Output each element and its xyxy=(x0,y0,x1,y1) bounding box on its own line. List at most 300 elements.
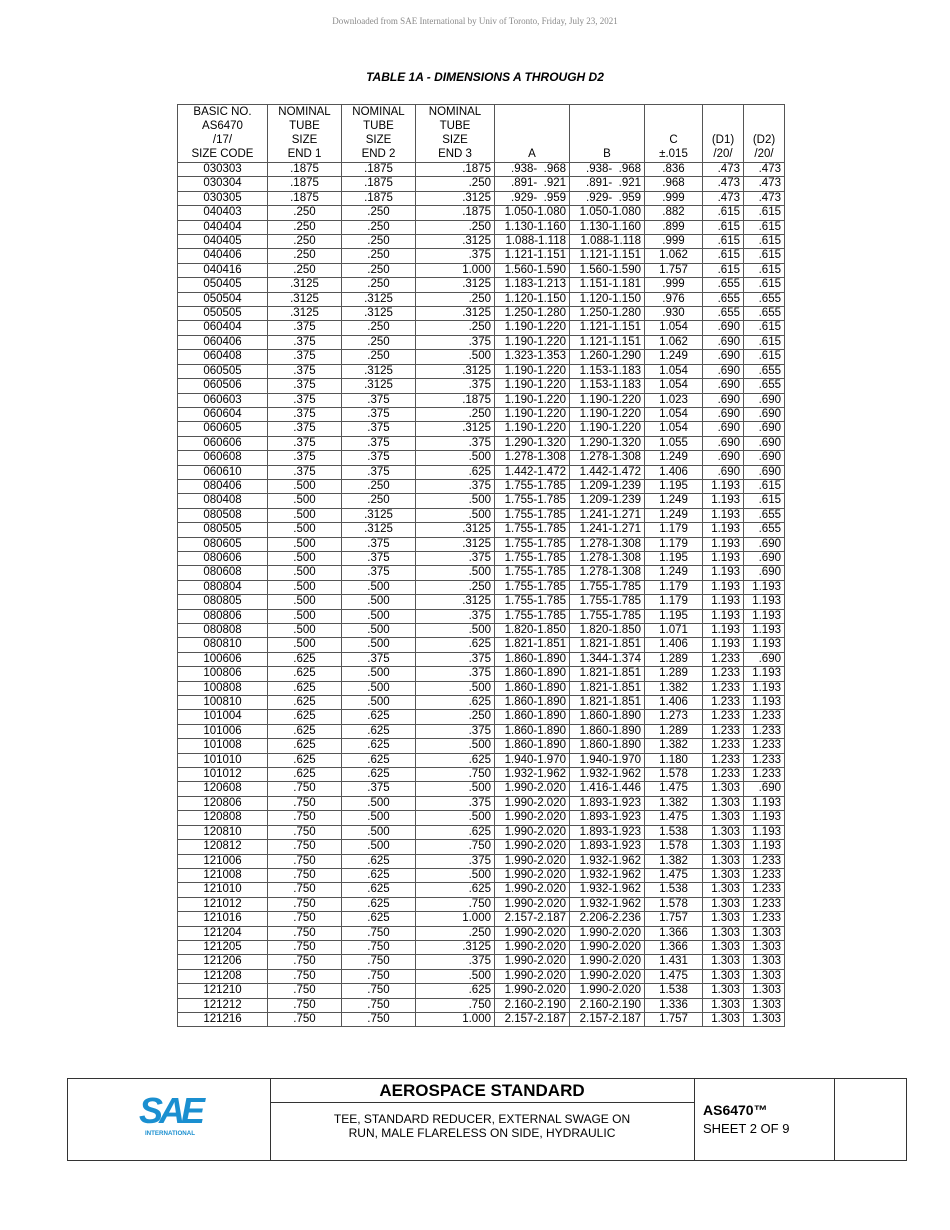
table-cell: .250 xyxy=(416,407,495,421)
table-row xyxy=(178,753,785,767)
table-cell: 1.121-1.151 xyxy=(570,335,645,349)
table-cell: 1.990-2.020 xyxy=(495,940,570,954)
table-cell: .375 xyxy=(342,465,416,479)
table-cell: 121012 xyxy=(178,897,268,911)
table-cell: 1.303 xyxy=(703,868,744,882)
table-cell: .375 xyxy=(416,854,495,868)
column-header-line: C xyxy=(669,134,678,146)
table-cell: 040404 xyxy=(178,220,268,234)
table-cell: 1.990-2.020 xyxy=(495,840,570,854)
table-cell: 1.250-1.280 xyxy=(495,307,570,321)
table-row xyxy=(178,379,785,393)
table-cell: .750 xyxy=(342,998,416,1012)
column-header-line: END 1 xyxy=(287,148,322,160)
table-cell: 100808 xyxy=(178,681,268,695)
table-cell: .500 xyxy=(342,840,416,854)
table-cell: .500 xyxy=(268,551,342,565)
table-cell: 121210 xyxy=(178,984,268,998)
table-cell: 1.233 xyxy=(744,854,785,868)
table-cell: .625 xyxy=(416,465,495,479)
table-cell: 1.303 xyxy=(744,955,785,969)
table-cell: 1.130-1.160 xyxy=(570,220,645,234)
table-cell: 1.278-1.308 xyxy=(570,551,645,565)
table-row xyxy=(178,724,785,738)
column-header xyxy=(744,105,785,163)
table-cell: 1.233 xyxy=(744,768,785,782)
table-cell: 1.050-1.080 xyxy=(495,206,570,220)
table-cell: 1.250-1.280 xyxy=(570,307,645,321)
title-block xyxy=(67,1078,907,1161)
table-cell: 1.179 xyxy=(645,595,703,609)
column-header-line: BASIC NO. xyxy=(193,106,252,118)
table-cell: .1875 xyxy=(268,163,342,177)
table-cell: 1.193 xyxy=(703,609,744,623)
table-cell: .3125 xyxy=(342,364,416,378)
table-cell: 1.193 xyxy=(703,624,744,638)
table-cell: .500 xyxy=(268,595,342,609)
table-cell: .750 xyxy=(268,897,342,911)
table-cell: 1.193 xyxy=(703,508,744,522)
table-cell: 030303 xyxy=(178,163,268,177)
table-cell: 1.755-1.785 xyxy=(495,595,570,609)
table-cell: .615 xyxy=(744,335,785,349)
table-row xyxy=(178,796,785,810)
table-cell: .968 xyxy=(645,177,703,191)
table-cell: .625 xyxy=(342,710,416,724)
table-cell: 030305 xyxy=(178,191,268,205)
table-cell: 1.932-1.962 xyxy=(570,768,645,782)
table-cell: .3125 xyxy=(268,278,342,292)
table-cell: .615 xyxy=(744,321,785,335)
table-cell: 1.303 xyxy=(744,926,785,940)
table-cell: 060506 xyxy=(178,379,268,393)
table-cell: .750 xyxy=(268,796,342,810)
table-cell: 060605 xyxy=(178,422,268,436)
table-row xyxy=(178,710,785,724)
table-cell: .690 xyxy=(703,465,744,479)
table-cell: 1.442-1.472 xyxy=(495,465,570,479)
table-row xyxy=(178,652,785,666)
table-cell: .375 xyxy=(268,321,342,335)
table-cell: 1.821-1.851 xyxy=(570,638,645,652)
table-cell: 1.578 xyxy=(645,840,703,854)
table-cell: .375 xyxy=(268,393,342,407)
table-cell: .690 xyxy=(744,422,785,436)
table-cell: .690 xyxy=(703,451,744,465)
table-cell: 1.233 xyxy=(703,753,744,767)
table-cell: 1.755-1.785 xyxy=(570,609,645,623)
table-cell: .655 xyxy=(703,278,744,292)
table-cell: .375 xyxy=(342,393,416,407)
table-cell: 1.190-1.220 xyxy=(495,393,570,407)
table-cell: 1.190-1.220 xyxy=(570,407,645,421)
table-cell: .750 xyxy=(268,883,342,897)
table-cell: 120806 xyxy=(178,796,268,810)
table-cell: 1.190-1.220 xyxy=(495,364,570,378)
table-cell: .500 xyxy=(342,696,416,710)
table-cell: .3125 xyxy=(342,307,416,321)
table-cell: 1.121-1.151 xyxy=(570,249,645,263)
table-cell: 1.990-2.020 xyxy=(570,940,645,954)
table-cell: 1.249 xyxy=(645,494,703,508)
table-cell: 1.820-1.850 xyxy=(495,624,570,638)
table-cell: 1.193 xyxy=(744,696,785,710)
table-cell: .1875 xyxy=(342,163,416,177)
table-cell: 1.179 xyxy=(645,523,703,537)
table-cell: .750 xyxy=(268,1012,342,1026)
table-row xyxy=(178,220,785,234)
table-cell: .836 xyxy=(645,163,703,177)
table-cell: 1.755-1.785 xyxy=(495,537,570,551)
table-cell: .500 xyxy=(268,508,342,522)
table-cell: .375 xyxy=(342,407,416,421)
table-cell: 1.190-1.220 xyxy=(495,321,570,335)
download-watermark: Downloaded from SAE International by Univ of Toronto, Friday, July 23, 2021 xyxy=(332,16,618,26)
table-cell: .473 xyxy=(744,163,785,177)
table-cell: .750 xyxy=(342,1012,416,1026)
column-header-line: SIZE xyxy=(291,134,318,146)
table-cell: 1.406 xyxy=(645,465,703,479)
table-cell: .375 xyxy=(416,667,495,681)
table-cell: .375 xyxy=(342,782,416,796)
table-cell: 040403 xyxy=(178,206,268,220)
column-header xyxy=(645,105,703,163)
table-cell: .500 xyxy=(268,609,342,623)
table-cell: 040405 xyxy=(178,235,268,249)
table-cell: 1.990-2.020 xyxy=(495,969,570,983)
table-cell: 1.062 xyxy=(645,249,703,263)
table-cell: 1.303 xyxy=(703,984,744,998)
table-cell: 1.209-1.239 xyxy=(570,479,645,493)
table-cell: 1.055 xyxy=(645,436,703,450)
table-cell: 060408 xyxy=(178,350,268,364)
table-cell: .625 xyxy=(416,825,495,839)
table-cell: .625 xyxy=(268,753,342,767)
table-cell: 080605 xyxy=(178,537,268,551)
table-cell: .690 xyxy=(744,652,785,666)
column-header-line: NOMINAL xyxy=(278,106,331,118)
table-cell: .500 xyxy=(268,494,342,508)
table-cell: 1.000 xyxy=(416,263,495,277)
column-header-line: AS6470 xyxy=(202,120,243,132)
table-cell: 1.195 xyxy=(645,609,703,623)
table-cell: 1.475 xyxy=(645,811,703,825)
table-cell: .375 xyxy=(268,407,342,421)
table-cell: 1.893-1.923 xyxy=(570,811,645,825)
column-header-line: TUBE xyxy=(439,120,471,132)
table-cell: 1.303 xyxy=(703,811,744,825)
table-cell: 1.303 xyxy=(703,840,744,854)
table-cell: 1.193 xyxy=(703,566,744,580)
table-cell: 1.233 xyxy=(744,724,785,738)
table-cell: 060603 xyxy=(178,393,268,407)
table-cell: .375 xyxy=(342,451,416,465)
table-cell: 1.336 xyxy=(645,998,703,1012)
table-cell: .3125 xyxy=(416,235,495,249)
table-cell: .250 xyxy=(342,350,416,364)
table-cell: 1.050-1.080 xyxy=(570,206,645,220)
table-cell: .500 xyxy=(416,624,495,638)
table-cell: 121216 xyxy=(178,1012,268,1026)
table-cell: 1.303 xyxy=(703,969,744,983)
table-cell: .615 xyxy=(744,220,785,234)
table-cell: .1875 xyxy=(342,191,416,205)
table-cell: .250 xyxy=(342,479,416,493)
table-cell: 101008 xyxy=(178,739,268,753)
table-cell: 080505 xyxy=(178,523,268,537)
table-cell: 1.990-2.020 xyxy=(495,984,570,998)
table-row xyxy=(178,868,785,882)
table-cell: 1.233 xyxy=(703,724,744,738)
table-cell: 1.932-1.962 xyxy=(570,897,645,911)
table-cell: 1.289 xyxy=(645,724,703,738)
table-cell: .250 xyxy=(416,710,495,724)
table-cell: 1.233 xyxy=(744,897,785,911)
table-cell: 1.193 xyxy=(744,811,785,825)
table-cell: 1.990-2.020 xyxy=(570,926,645,940)
table-cell: 1.290-1.320 xyxy=(570,436,645,450)
table-cell: 080808 xyxy=(178,624,268,638)
table-cell: .3125 xyxy=(268,307,342,321)
table-cell: .690 xyxy=(744,566,785,580)
table-cell: 1.183-1.213 xyxy=(495,278,570,292)
table-cell: .615 xyxy=(744,206,785,220)
title-block-description-cell xyxy=(270,1079,695,1160)
table-cell: .375 xyxy=(342,551,416,565)
table-cell: .938- .968 xyxy=(570,163,645,177)
table-cell: 1.431 xyxy=(645,955,703,969)
table-cell: 1.755-1.785 xyxy=(495,494,570,508)
table-cell: 1.475 xyxy=(645,782,703,796)
table-cell: 1.071 xyxy=(645,624,703,638)
table-cell: .750 xyxy=(342,940,416,954)
table-row xyxy=(178,307,785,321)
table-cell: .625 xyxy=(268,739,342,753)
table-cell: 1.233 xyxy=(744,868,785,882)
table-cell: .1875 xyxy=(416,206,495,220)
table-cell: 120810 xyxy=(178,825,268,839)
table-cell: .750 xyxy=(268,940,342,954)
table-cell: .375 xyxy=(268,465,342,479)
table-cell: .750 xyxy=(268,825,342,839)
standard-label: AEROSPACE STANDARD xyxy=(270,1079,694,1103)
table-cell: 1.538 xyxy=(645,984,703,998)
table-row xyxy=(178,768,785,782)
table-cell: .750 xyxy=(416,768,495,782)
table-cell: .750 xyxy=(416,840,495,854)
table-cell: .3125 xyxy=(416,422,495,436)
table-cell: 1.195 xyxy=(645,479,703,493)
table-row xyxy=(178,897,785,911)
table-cell: .750 xyxy=(268,955,342,969)
column-header xyxy=(570,105,645,163)
table-cell: 1.233 xyxy=(744,912,785,926)
table-cell: .500 xyxy=(342,825,416,839)
table-cell: 1.233 xyxy=(744,753,785,767)
table-cell: 060404 xyxy=(178,321,268,335)
table-cell: .500 xyxy=(268,580,342,594)
table-cell: .375 xyxy=(268,436,342,450)
table-cell: .500 xyxy=(416,508,495,522)
table-row xyxy=(178,969,785,983)
table-cell: 040406 xyxy=(178,249,268,263)
table-cell: .750 xyxy=(268,969,342,983)
description-line-2: RUN, MALE FLARELESS ON SIDE, HYDRAULIC xyxy=(348,1126,616,1140)
table-cell: 050405 xyxy=(178,278,268,292)
table-cell: 1.860-1.890 xyxy=(495,739,570,753)
sae-logo-subtext: INTERNATIONAL xyxy=(144,1130,196,1137)
table-cell: 1.303 xyxy=(703,796,744,810)
table-cell: .690 xyxy=(744,393,785,407)
table-cell: 1.990-2.020 xyxy=(495,854,570,868)
table-cell: .938- .968 xyxy=(495,163,570,177)
table-cell: 1.193 xyxy=(744,667,785,681)
table-cell: .655 xyxy=(744,523,785,537)
table-cell: 1.303 xyxy=(703,825,744,839)
table-cell: .250 xyxy=(268,235,342,249)
table-row xyxy=(178,364,785,378)
table-cell: 1.193 xyxy=(703,551,744,565)
table-cell: .750 xyxy=(416,998,495,1012)
table-header-row xyxy=(178,105,785,163)
table-cell: .1875 xyxy=(342,177,416,191)
table-cell: 121204 xyxy=(178,926,268,940)
table-cell: 2.206-2.236 xyxy=(570,912,645,926)
table-row xyxy=(178,940,785,954)
table-cell: .500 xyxy=(342,609,416,623)
table-row xyxy=(178,854,785,868)
table-cell: 1.260-1.290 xyxy=(570,350,645,364)
column-header-line: /20/ xyxy=(713,148,733,160)
table-cell: .375 xyxy=(268,422,342,436)
table-cell: 1.193 xyxy=(744,580,785,594)
table-cell: .3125 xyxy=(416,364,495,378)
table-cell: 120808 xyxy=(178,811,268,825)
table-cell: .250 xyxy=(342,263,416,277)
table-cell: .500 xyxy=(416,782,495,796)
table-cell: .615 xyxy=(744,479,785,493)
table-cell: 1.290-1.320 xyxy=(495,436,570,450)
table-cell: 2.157-2.187 xyxy=(570,1012,645,1026)
table-cell: 1.120-1.150 xyxy=(570,292,645,306)
table-cell: 1.180 xyxy=(645,753,703,767)
table-cell: 1.860-1.890 xyxy=(495,681,570,695)
table-cell: .3125 xyxy=(416,307,495,321)
table-cell: .375 xyxy=(416,796,495,810)
table-row xyxy=(178,508,785,522)
table-cell: 1.121-1.151 xyxy=(570,321,645,335)
table-cell: 1.193 xyxy=(703,638,744,652)
table-cell: 080406 xyxy=(178,479,268,493)
table-row xyxy=(178,739,785,753)
table-cell: .690 xyxy=(703,436,744,450)
table-cell: 1.054 xyxy=(645,364,703,378)
table-cell: .500 xyxy=(268,624,342,638)
table-row xyxy=(178,451,785,465)
table-cell: .500 xyxy=(342,580,416,594)
table-cell: 1.190-1.220 xyxy=(570,393,645,407)
table-cell: .500 xyxy=(268,638,342,652)
table-cell: 1.233 xyxy=(703,667,744,681)
table-cell: 1.755-1.785 xyxy=(495,508,570,522)
table-row xyxy=(178,926,785,940)
table-cell: .750 xyxy=(342,926,416,940)
table-cell: .899 xyxy=(645,220,703,234)
table-cell: 060406 xyxy=(178,335,268,349)
table-cell: .625 xyxy=(342,912,416,926)
table-cell: .655 xyxy=(703,307,744,321)
table-cell: 1.054 xyxy=(645,407,703,421)
table-cell: 1.560-1.590 xyxy=(570,263,645,277)
table-cell: .690 xyxy=(744,551,785,565)
table-row xyxy=(178,883,785,897)
table-cell: 050505 xyxy=(178,307,268,321)
table-cell: .615 xyxy=(744,494,785,508)
table-cell: 1.303 xyxy=(744,969,785,983)
table-cell: 1.241-1.271 xyxy=(570,523,645,537)
table-cell: 1.821-1.851 xyxy=(570,681,645,695)
table-cell: .500 xyxy=(268,566,342,580)
table-cell: 1.278-1.308 xyxy=(495,451,570,465)
table-cell: .3125 xyxy=(416,191,495,205)
table-row xyxy=(178,609,785,623)
table-cell: .375 xyxy=(416,609,495,623)
table-cell: .976 xyxy=(645,292,703,306)
table-cell: .473 xyxy=(703,163,744,177)
table-row xyxy=(178,566,785,580)
column-header-line: SIZE xyxy=(365,134,392,146)
column-header-line: ±.015 xyxy=(659,148,688,160)
table-body xyxy=(178,163,785,1027)
table-cell: .375 xyxy=(342,566,416,580)
table-cell: 2.157-2.187 xyxy=(495,912,570,926)
table-cell: 121010 xyxy=(178,883,268,897)
table-cell: .750 xyxy=(268,926,342,940)
table-cell: 1.860-1.890 xyxy=(570,710,645,724)
table-cell: .500 xyxy=(416,868,495,882)
table-cell: 1.130-1.160 xyxy=(495,220,570,234)
table-cell: .690 xyxy=(744,782,785,796)
table-cell: 120608 xyxy=(178,782,268,796)
table-cell: .375 xyxy=(268,335,342,349)
table-cell: 1.578 xyxy=(645,897,703,911)
table-row xyxy=(178,206,785,220)
table-cell: 1.578 xyxy=(645,768,703,782)
table-cell: 1.303 xyxy=(703,926,744,940)
table-cell: .500 xyxy=(268,479,342,493)
table-cell: .625 xyxy=(268,696,342,710)
table-cell: 1.323-1.353 xyxy=(495,350,570,364)
table-cell: .375 xyxy=(268,364,342,378)
table-cell: .500 xyxy=(416,811,495,825)
column-header-line: NOMINAL xyxy=(428,106,482,118)
table-cell: 1.860-1.890 xyxy=(570,739,645,753)
table-cell: .690 xyxy=(703,335,744,349)
table-cell: .655 xyxy=(744,364,785,378)
table-cell: .615 xyxy=(703,263,744,277)
table-cell: .473 xyxy=(703,191,744,205)
table-row xyxy=(178,292,785,306)
table-row xyxy=(178,984,785,998)
table-cell: 080508 xyxy=(178,508,268,522)
table-cell: .500 xyxy=(342,638,416,652)
table-cell: 030304 xyxy=(178,177,268,191)
table-cell: 060610 xyxy=(178,465,268,479)
table-cell: .250 xyxy=(342,321,416,335)
column-header-line: END 2 xyxy=(361,148,396,160)
table-cell: 1.990-2.020 xyxy=(570,969,645,983)
table-cell: .625 xyxy=(342,897,416,911)
